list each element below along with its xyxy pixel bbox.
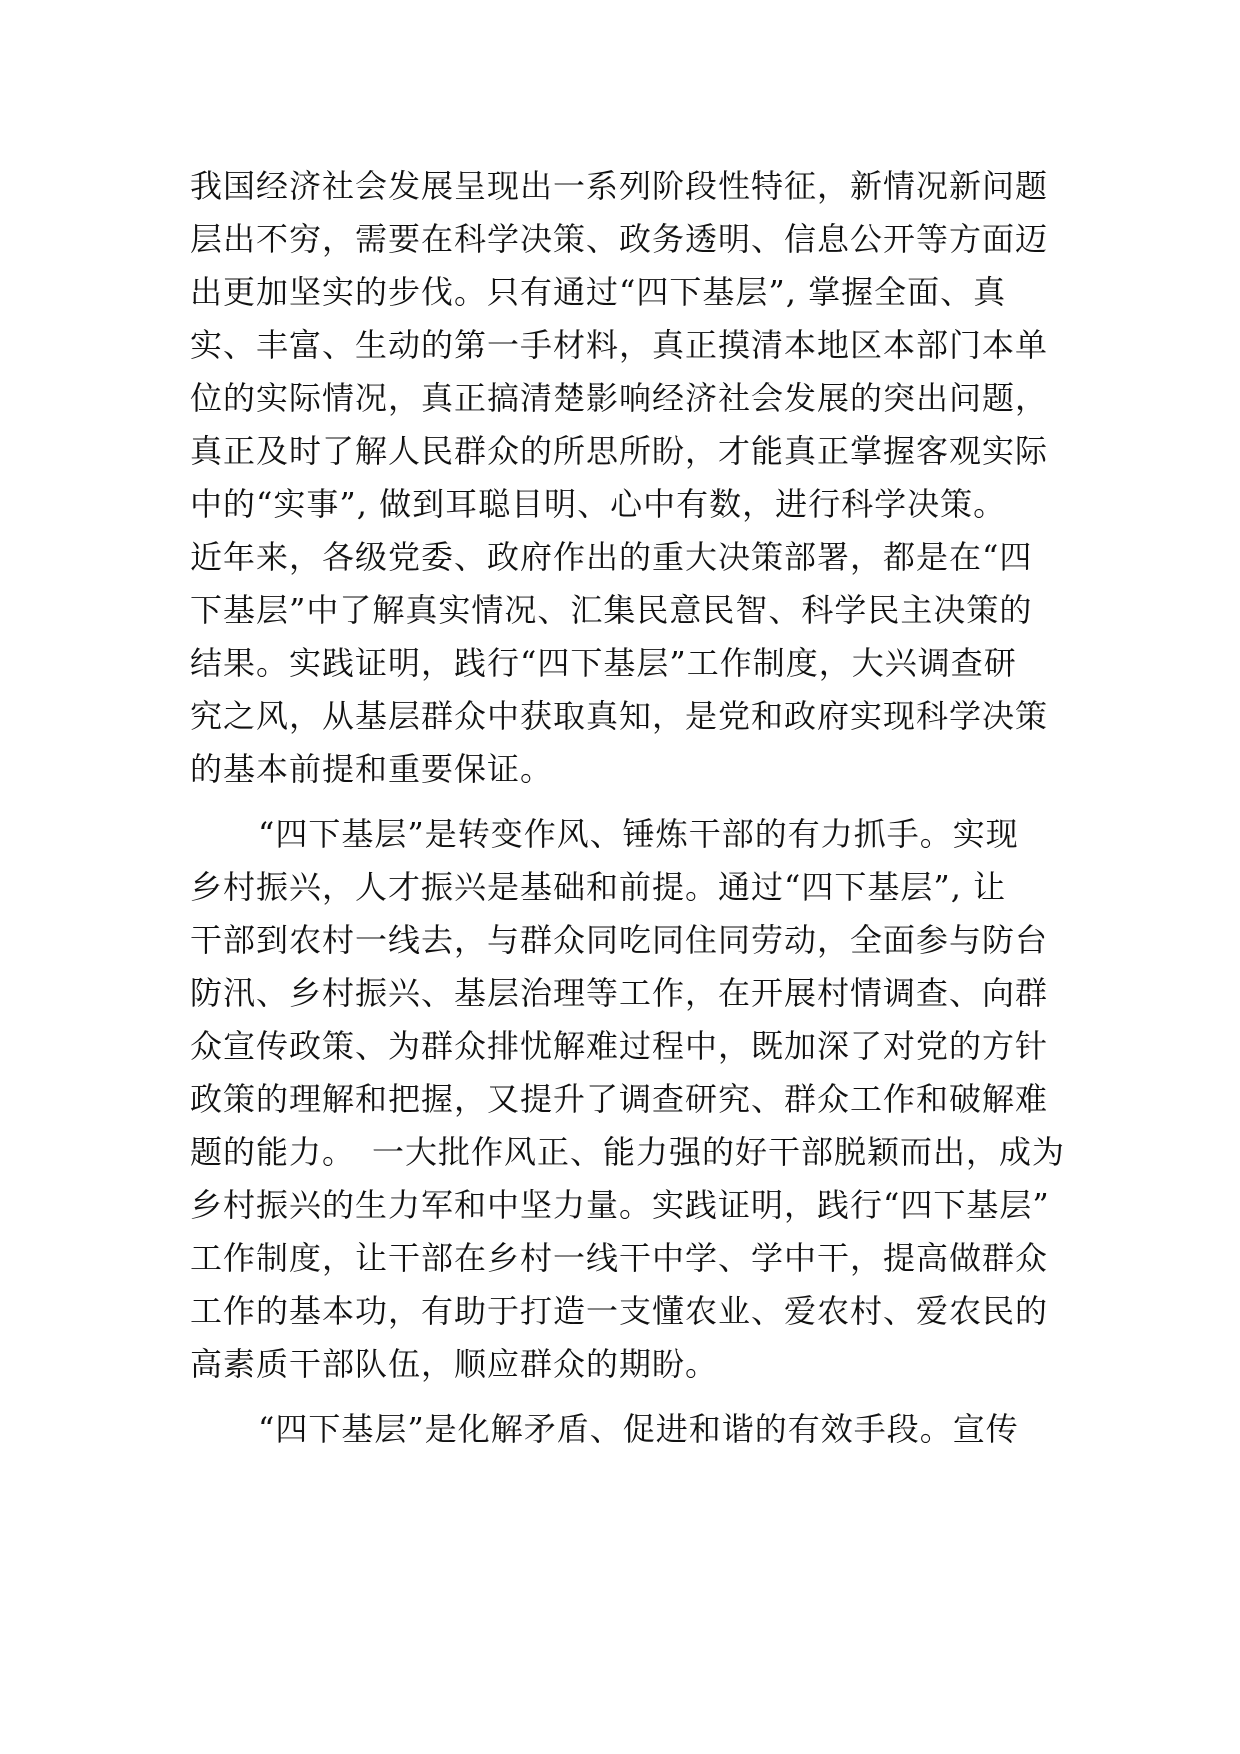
text-line: “四下基层”是化解矛盾、促进和谐的有效手段。宣传 [258, 1410, 1019, 1448]
paragraph-1 [190, 160, 1070, 796]
text-line: 高素质干部队伍，顺应群众的期盼。 [190, 1345, 719, 1383]
text-line: 层出不穷，需要在科学决策、政务透明、信息公开等方面迈 [190, 220, 1049, 258]
text-line: 乡村振兴，人才振兴是基础和前提。通过“四下基层”, 让 [190, 868, 1007, 906]
text-line: 干部到农村一线去，与群众同吃同住同劳动，全面参与防台 [190, 921, 1049, 959]
text-line: 乡村振兴的生力军和中坚力量。实践证明，践行“四下基层” [190, 1186, 1050, 1224]
text-line: 真正及时了解人民群众的所思所盼，才能真正掌握客观实际 [190, 432, 1049, 470]
text-line: 结果。实践证明，践行“四下基层”工作制度，大兴调查研 [190, 644, 1017, 682]
text-line: 题的能力。 一大批作风正、能力强的好干部脱颖而出，成为 [190, 1133, 1066, 1171]
paragraph-gap [190, 1391, 1070, 1403]
text-line: 出更加坚实的步伐。只有通过“四下基层”, 掌握全面、真 [190, 273, 1007, 311]
body-text [190, 160, 1070, 1456]
text-line: 工作制度，让干部在乡村一线干中学、学中干，提高做群众 [190, 1239, 1049, 1277]
text-line: 实、丰富、生动的第一手材料，真正摸清本地区本部门本单 [190, 326, 1049, 364]
text-line: 的基本前提和重要保证。 [190, 750, 554, 788]
text-line: “四下基层”是转变作风、锤炼干部的有力抓手。实现 [258, 815, 1019, 853]
paragraph-3 [190, 1403, 1070, 1456]
text-line: 我国经济社会发展呈现出一系列阶段性特征，新情况新问题 [190, 167, 1049, 205]
text-line: 位的实际情况，真正搞清楚影响经济社会发展的突出问题， [190, 379, 1049, 417]
text-line: 工作的基本功，有助于打造一支懂农业、爱农村、爱农民的 [190, 1292, 1049, 1330]
text-line: 近年来，各级党委、政府作出的重大决策部署，都是在“四 [190, 538, 1033, 576]
text-line: 政策的理解和把握，又提升了调查研究、群众工作和破解难 [190, 1080, 1049, 1118]
text-line: 下基层”中了解真实情况、汇集民意民智、科学民主决策的 [190, 591, 1033, 629]
paragraph-2 [190, 808, 1070, 1391]
text-line: 究之风，从基层群众中获取真知，是党和政府实现科学决策 [190, 697, 1049, 735]
text-line: 防汛、乡村振兴、基层治理等工作，在开展村情调查、向群 [190, 974, 1049, 1012]
text-line: 中的“实事”, 做到耳聪目明、心中有数，进行科学决策。 [190, 485, 1007, 523]
text-line: 众宣传政策、为群众排忧解难过程中，既加深了对党的方针 [190, 1027, 1049, 1065]
paragraph-gap [190, 796, 1070, 808]
